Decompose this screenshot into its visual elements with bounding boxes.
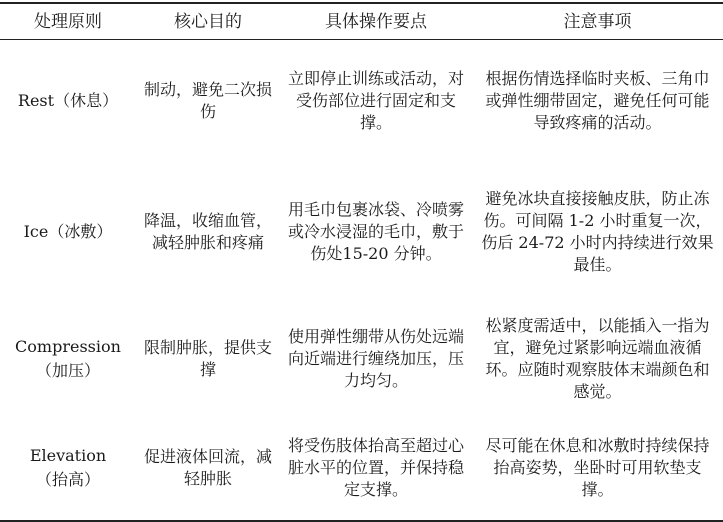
- rice-table: [0, 2, 723, 522]
- steps-cell: 将受伤肢体抬高至超过心脏水平的位置，并保持稳定支撑。: [280, 416, 472, 521]
- principle-cell: [0, 161, 136, 302]
- principle-subtext: （加压）: [35, 361, 100, 380]
- table-row: [0, 302, 723, 416]
- principle-text: Compression: [15, 337, 121, 356]
- header-principle: 处理原则: [0, 3, 136, 40]
- table-header: [0, 3, 723, 40]
- principle-cell: [0, 302, 136, 416]
- table-row: [0, 40, 723, 162]
- notes-cell: 松紧度需适中，以能插入一指为宜，避免过紧影响远端血液循环。应随时观察肢体末端颜色和感觉。: [485, 316, 710, 401]
- principle-subtext: （抬高）: [35, 470, 100, 489]
- steps-cell: 立即停止训练或活动，对受伤部位进行固定和支撑。: [288, 68, 465, 132]
- table-row: [0, 416, 723, 521]
- principle-text: Elevation: [29, 446, 107, 465]
- header-steps: 具体操作要点: [280, 3, 472, 40]
- principle-text: Ice（冰敷）: [23, 221, 113, 241]
- principle-text: Rest（休息）: [17, 90, 119, 110]
- steps-cell: 使用弹性绷带从伤处远端向近端进行缠绕加压，压力均匀。: [288, 327, 465, 390]
- purpose-cell: 制动，避免二次损伤: [144, 79, 273, 121]
- table-row: [0, 161, 723, 302]
- principle-cell: [0, 40, 136, 162]
- principle-cell: [0, 416, 136, 521]
- purpose-cell: 限制肿胀，提供支撑: [144, 338, 273, 379]
- steps-cell: 用毛巾包裹冰袋、冷喷雾或冷水浸湿的毛巾，敷于伤处15-20 分钟。: [288, 199, 465, 263]
- notes-cell: 尽可能在休息和冰敷时持续保持抬高姿势，坐卧时可用软垫支撑。: [472, 416, 723, 521]
- header-row: [0, 3, 723, 40]
- notes-cell: 避免冰块直接接触皮肤，防止冻伤。可间隔 1-2 小时重复一次，伤后 24-72 小时内持续进行效果最佳。: [481, 188, 714, 274]
- notes-cell: 根据伤情选择临时夹板、三角巾或弹性绷带固定，避免任何可能导致疼痛的活动。: [485, 68, 710, 132]
- purpose-cell: 促进液体回流，减轻肿胀: [136, 416, 280, 521]
- purpose-cell: 降温，收缩血管，减轻肿胀和疼痛: [144, 210, 273, 252]
- header-notes: 注意事项: [472, 3, 723, 40]
- header-purpose: 核心目的: [136, 3, 280, 40]
- table-body: [0, 40, 723, 522]
